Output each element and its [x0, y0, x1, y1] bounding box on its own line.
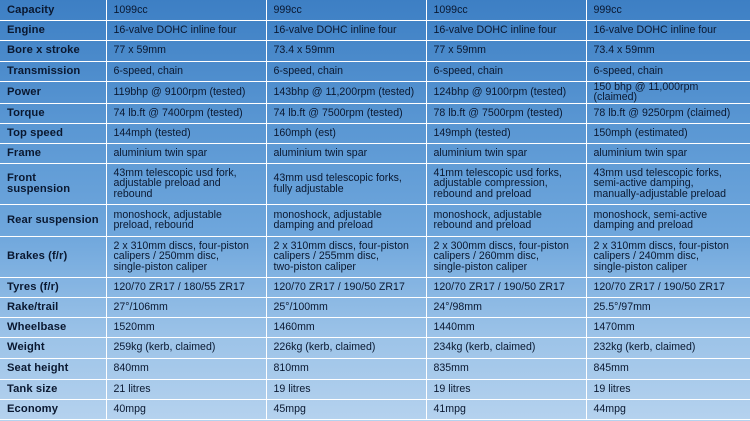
spec-label: Power: [0, 81, 106, 103]
spec-value-bike-2: 2 x 310mm discs, four-piston calipers / 255mm disc, two-piston caliper: [266, 236, 426, 277]
spec-row: [0, 20, 750, 40]
spec-label: Bore x stroke: [0, 40, 106, 61]
spec-value-bike-4: 78 lb.ft @ 9250rpm (claimed): [586, 103, 750, 123]
spec-value-bike-2: 160mph (est): [266, 123, 426, 143]
spec-row: [0, 81, 750, 103]
spec-value-bike-4: 120/70 ZR17 / 190/50 ZR17: [586, 277, 750, 297]
spec-label: Tank size: [0, 379, 106, 399]
spec-label: Seat height: [0, 358, 106, 379]
spec-value-bike-2: 999cc: [266, 0, 426, 20]
spec-value-bike-4: aluminium twin spar: [586, 143, 750, 163]
spec-value-bike-2: 1460mm: [266, 317, 426, 337]
spec-value-bike-1: 119bhp @ 9100rpm (tested): [106, 81, 266, 103]
spec-value-bike-3: 234kg (kerb, claimed): [426, 337, 586, 358]
spec-value-bike-1: 21 litres: [106, 379, 266, 399]
spec-value-bike-1: 74 lb.ft @ 7400rpm (tested): [106, 103, 266, 123]
spec-value-bike-1: 77 x 59mm: [106, 40, 266, 61]
spec-value-bike-3: 41mm telescopic usd forks, adjustable compression, rebound and preload: [426, 163, 586, 204]
spec-label: Brakes (f/r): [0, 236, 106, 277]
spec-value-bike-4: 43mm usd telescopic forks, semi-active damping, manually-adjustable preload: [586, 163, 750, 204]
spec-row: [0, 399, 750, 419]
spec-value-bike-4: 845mm: [586, 358, 750, 379]
spec-value-bike-3: aluminium twin spar: [426, 143, 586, 163]
spec-value-bike-3: 149mph (tested): [426, 123, 586, 143]
spec-value-bike-4: 73.4 x 59mm: [586, 40, 750, 61]
spec-value-bike-2: 25°/100mm: [266, 297, 426, 317]
spec-label: Front suspension: [0, 163, 106, 204]
spec-label: Tyres (f/r): [0, 277, 106, 297]
spec-value-bike-3: 2 x 300mm discs, four-piston calipers / 260mm disc, single-piston caliper: [426, 236, 586, 277]
spec-value-bike-1: 6-speed, chain: [106, 61, 266, 81]
spec-value-bike-2: 74 lb.ft @ 7500rpm (tested): [266, 103, 426, 123]
spec-value-bike-4: 44mpg: [586, 399, 750, 419]
spec-value-bike-1: 27°/106mm: [106, 297, 266, 317]
spec-value-bike-4: 1470mm: [586, 317, 750, 337]
spec-value-bike-2: 226kg (kerb, claimed): [266, 337, 426, 358]
spec-value-bike-3: 19 litres: [426, 379, 586, 399]
spec-label: Top speed: [0, 123, 106, 143]
spec-value-bike-1: 16-valve DOHC inline four: [106, 20, 266, 40]
spec-row: [0, 358, 750, 379]
spec-row: [0, 0, 750, 20]
spec-value-bike-2: aluminium twin spar: [266, 143, 426, 163]
spec-value-bike-4: 16-valve DOHC inline four: [586, 20, 750, 40]
spec-value-bike-2: 143bhp @ 11,200rpm (tested): [266, 81, 426, 103]
spec-label: Engine: [0, 20, 106, 40]
spec-value-bike-2: 6-speed, chain: [266, 61, 426, 81]
spec-value-bike-4: 6-speed, chain: [586, 61, 750, 81]
spec-value-bike-3: 24°/98mm: [426, 297, 586, 317]
spec-row: [0, 143, 750, 163]
spec-value-bike-1: aluminium twin spar: [106, 143, 266, 163]
spec-value-bike-3: 78 lb.ft @ 7500rpm (tested): [426, 103, 586, 123]
spec-value-bike-3: 77 x 59mm: [426, 40, 586, 61]
spec-value-bike-4: 150mph (estimated): [586, 123, 750, 143]
spec-row: [0, 379, 750, 399]
spec-value-bike-1: 1099cc: [106, 0, 266, 20]
spec-value-bike-1: 144mph (tested): [106, 123, 266, 143]
spec-row: [0, 61, 750, 81]
spec-value-bike-4: 25.5°/97mm: [586, 297, 750, 317]
spec-value-bike-1: 2 x 310mm discs, four-piston calipers / 250mm disc, single-piston caliper: [106, 236, 266, 277]
spec-value-bike-3: 16-valve DOHC inline four: [426, 20, 586, 40]
spec-value-bike-3: 120/70 ZR17 / 190/50 ZR17: [426, 277, 586, 297]
spec-value-bike-1: 1520mm: [106, 317, 266, 337]
spec-label: Wheelbase: [0, 317, 106, 337]
spec-value-bike-2: 120/70 ZR17 / 190/50 ZR17: [266, 277, 426, 297]
spec-value-bike-4: 999cc: [586, 0, 750, 20]
spec-value-bike-3: 1099cc: [426, 0, 586, 20]
spec-value-bike-1: 43mm telescopic usd fork, adjustable preload and rebound: [106, 163, 266, 204]
spec-value-bike-3: 1440mm: [426, 317, 586, 337]
spec-value-bike-4: monoshock, semi-active damping and preload: [586, 204, 750, 236]
spec-label: Weight: [0, 337, 106, 358]
spec-value-bike-2: 73.4 x 59mm: [266, 40, 426, 61]
spec-value-bike-4: 2 x 310mm discs, four-piston calipers / 240mm disc, single-piston caliper: [586, 236, 750, 277]
spec-value-bike-3: monoshock, adjustable rebound and preload: [426, 204, 586, 236]
spec-value-bike-2: 45mpg: [266, 399, 426, 419]
spec-row: [0, 297, 750, 317]
spec-value-bike-4: 19 litres: [586, 379, 750, 399]
spec-value-bike-2: 16-valve DOHC inline four: [266, 20, 426, 40]
spec-value-bike-1: 259kg (kerb, claimed): [106, 337, 266, 358]
spec-value-bike-1: 40mpg: [106, 399, 266, 419]
spec-row: [0, 163, 750, 204]
spec-value-bike-2: 19 litres: [266, 379, 426, 399]
spec-label: Frame: [0, 143, 106, 163]
spec-label: Transmission: [0, 61, 106, 81]
spec-row: [0, 204, 750, 236]
spec-value-bike-1: 840mm: [106, 358, 266, 379]
spec-label: Rear suspension: [0, 204, 106, 236]
spec-label: Torque: [0, 103, 106, 123]
spec-row: [0, 123, 750, 143]
spec-value-bike-2: monoshock, adjustable damping and preload: [266, 204, 426, 236]
spec-value-bike-4: 232kg (kerb, claimed): [586, 337, 750, 358]
spec-row: [0, 317, 750, 337]
spec-value-bike-3: 6-speed, chain: [426, 61, 586, 81]
spec-value-bike-3: 835mm: [426, 358, 586, 379]
spec-label: Economy: [0, 399, 106, 419]
spec-value-bike-2: 810mm: [266, 358, 426, 379]
spec-value-bike-3: 41mpg: [426, 399, 586, 419]
spec-value-bike-4: 150 bhp @ 11,000rpm (claimed): [586, 81, 750, 103]
spec-row: [0, 40, 750, 61]
spec-value-bike-1: 120/70 ZR17 / 180/55 ZR17: [106, 277, 266, 297]
spec-value-bike-2: 43mm usd telescopic forks, fully adjustable: [266, 163, 426, 204]
spec-value-bike-1: monoshock, adjustable preload, rebound: [106, 204, 266, 236]
spec-label: Capacity: [0, 0, 106, 20]
spec-row: [0, 103, 750, 123]
spec-value-bike-3: 124bhp @ 9100rpm (tested): [426, 81, 586, 103]
spec-row: [0, 277, 750, 297]
spec-label: Rake/trail: [0, 297, 106, 317]
spec-row: [0, 337, 750, 358]
spec-row: [0, 236, 750, 277]
